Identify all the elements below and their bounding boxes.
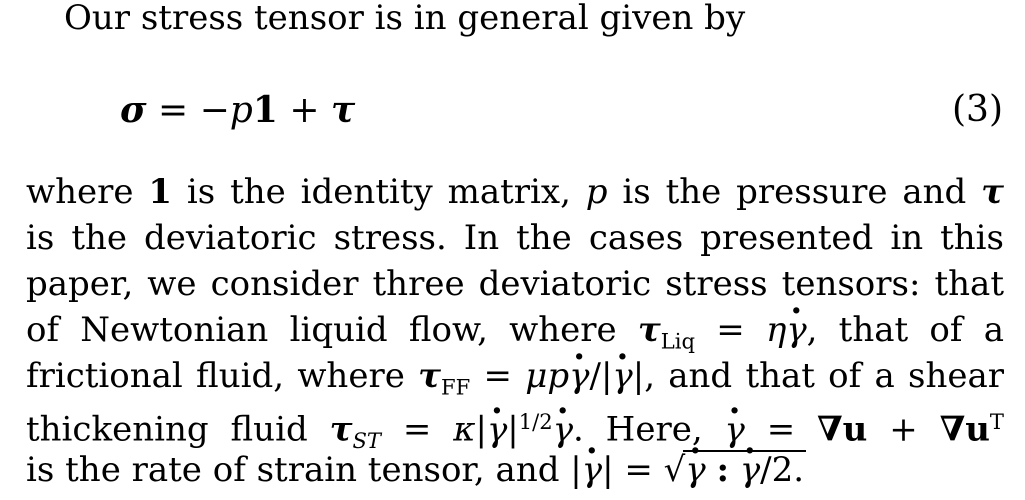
paragraph-line-4: of Newtonian liquid flow, where $\tau_{Liq} = \eta\cdot \gamma$, that of a <box>26 310 1004 361</box>
paragraph-line-2: is the deviatoric stress. In the cases presented in this <box>26 218 1004 258</box>
eq-plus: + <box>289 90 320 131</box>
eq-sigma: σ <box>120 89 147 131</box>
paragraph-line-7: is the rate of strain tensor, and |· γ| = √· γ : · γ/2. <box>26 450 1004 490</box>
intro-sentence: Our stress tensor is in general given by <box>64 0 746 38</box>
paragraph-line-1: where 1 is the identity matrix, p is the pressure and τ <box>26 172 1005 212</box>
paragraph-line-5: frictional fluid, where $\tau_{FF} = \mu p\cdot \gamma/|\cdot \gamma|$, and that of a shear <box>26 356 1004 407</box>
equation-3 <box>120 88 355 133</box>
eq-identity: 1 <box>252 89 278 131</box>
equation-number: (3) <box>952 89 1003 130</box>
eq-tau: τ <box>330 89 356 131</box>
square-root-radicand: · γ : · γ/2. <box>683 450 806 488</box>
eq-equals: = <box>158 90 189 131</box>
paragraph-line-6: thickening fluid $\tau_{ST} = \kappa|\cdot \gamma|^{1/2}\cdot \gamma$. Here, · $\gamma = \nabla u + \nabla u^T$ <box>26 402 1004 461</box>
paragraph-line-3: paper, we consider three deviatoric stress tensors: that <box>26 264 1004 304</box>
eq-minus-p: −p <box>199 90 253 131</box>
